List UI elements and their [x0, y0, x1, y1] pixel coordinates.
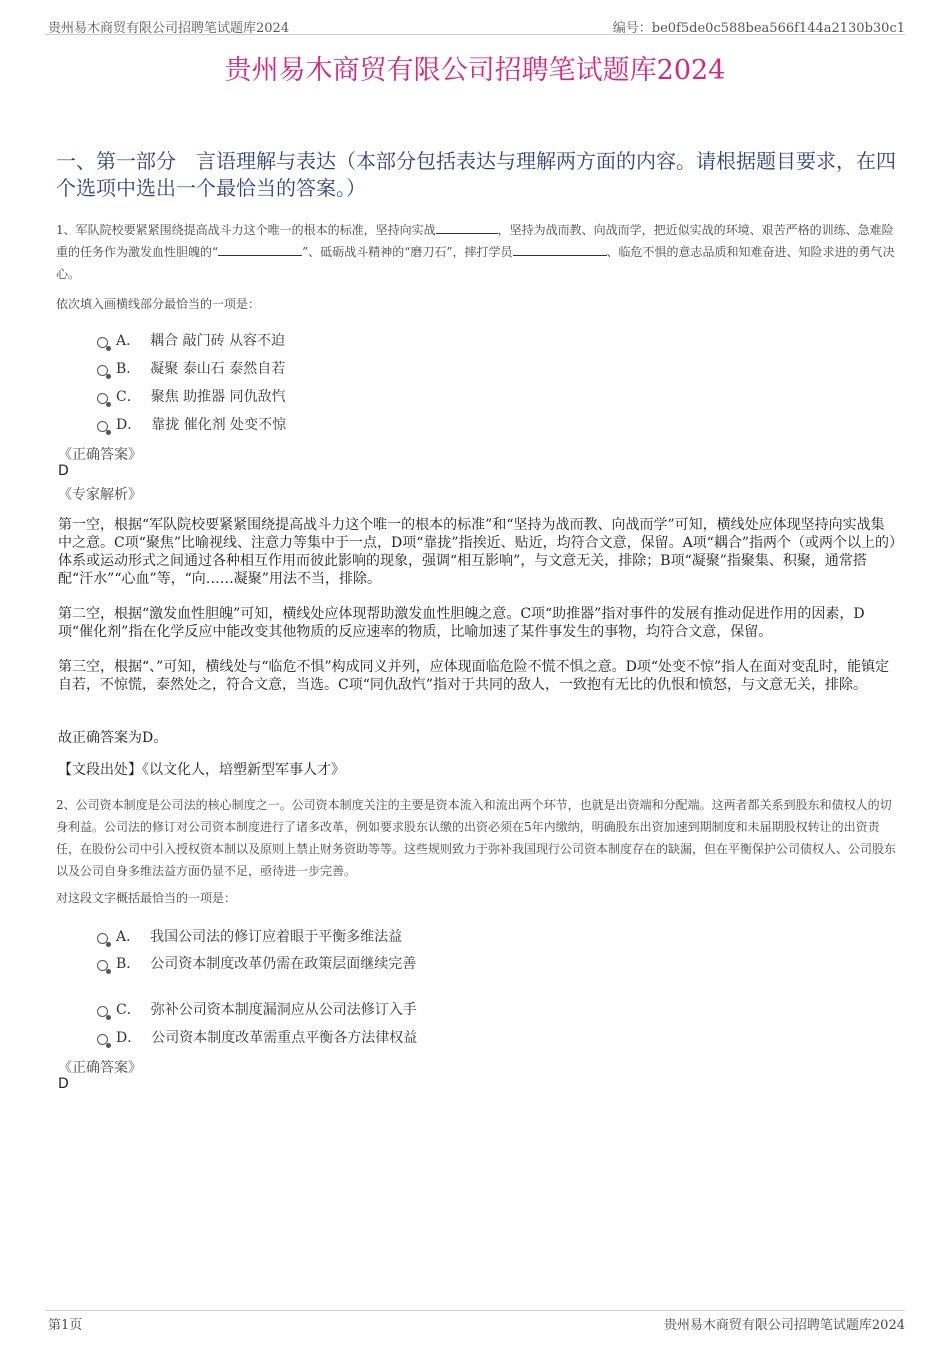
q1-stem: 1、军队院校要紧紧围绕提高战斗力这个唯一的根本的标准，坚持向实战 ，坚持为战而教、向战而学，把近似实战的环境、艰苦严格的训练、急难险重的任务作为激发血性胆魄的“ ”、砥砺战斗精神的“磨刀石”，摔打学员 、临危不惧的意志品质和知难奋进、知险求进的勇气决心。 [56, 223, 895, 281]
radio-icon[interactable] [97, 421, 108, 432]
q2-answer: D [58, 1076, 69, 1092]
q2-prompt: 对这段文字概括最恰当的一项是： [56, 891, 237, 905]
q1-option-b[interactable]: B． 凝聚 泰山石 泰然自若 [97, 358, 285, 378]
q1-source: 【文段出处】《以文化人，培塑新型军事人才》 [58, 762, 345, 778]
q1-option-a[interactable]: A． 耦合 敲门砖 从容不迫 [97, 330, 285, 350]
radio-icon[interactable] [97, 1006, 108, 1017]
footer-divider [45, 1310, 905, 1311]
radio-icon[interactable] [97, 933, 108, 944]
q1-analysis-label: 《专家解析》 [58, 487, 142, 503]
q1-option-d[interactable]: D． 靠拢 催化剂 处变不惊 [97, 414, 286, 434]
radio-icon[interactable] [97, 1034, 108, 1045]
q1-answer-label: 《正确答案》 [58, 447, 142, 463]
q1-analysis-paragraph-1: 第一空，根据“军队院校要紧紧围绕提高战斗力这个唯一的根本的标准”和“坚持为战而教、向战而学”可知，横线处应体现坚持向实战集中之意。C项“聚焦”比喻视线、注意力等集中于一点，D项“靠拢”指挨近、贴近，均符合文意，保留。A项“耦合”指两个（或两个以上的）体系或运动形式之间通过各种相互作用而彼此影响的现象，强调“相互影响”，与文意无关，排除；B项“凝聚”指聚集、积聚，通常搭配“汗水”“心血”等，“向……凝聚”用法不当，排除。 [58, 517, 896, 587]
header-left: 贵州易木商贸有限公司招聘笔试题库2024 [48, 21, 290, 36]
q2-stem: 2、公司资本制度是公司法的核心制度之一。公司资本制度关注的主要是资本流入和流出两个环节，也就是出资端和分配端。这两者都关系到股东和债权人的切身利益。公司法的修订对公司资本制度进行了诸多改革，例如要求股东认缴的出资必须在5年内缴纳，明确股东出资加速到期制度和未届期股权转让的出资责任，在股份公司中引入授权资本制以及原则上禁止财务资助等等。这些规则致力于弥补我国现行公司资本制度存在的缺漏，但在平衡保护公司债权人、公司股东以及公司自身多维法益方面仍显不足，亟待进一步完善。 [56, 798, 897, 878]
radio-icon[interactable] [97, 960, 108, 971]
header-divider [45, 34, 905, 35]
q1-blank-3 [513, 245, 607, 256]
page-number: 第1页 [48, 1318, 83, 1333]
q2-option-c[interactable]: C． 弥补公司资本制度漏洞应从公司法修订入手 [97, 999, 417, 1019]
footer-title: 贵州易木商贸有限公司招聘笔试题库2024 [663, 1318, 905, 1333]
q1-analysis-conclusion: 故正确答案为D。 [58, 730, 168, 746]
radio-icon[interactable] [97, 365, 108, 376]
q2-option-a[interactable]: A． 我国公司法的修订应着眼于平衡多维法益 [97, 926, 402, 946]
q2-option-d[interactable]: D． 公司资本制度改革需重点平衡各方法律权益 [97, 1027, 417, 1047]
radio-icon[interactable] [97, 337, 108, 348]
q2-answer-label: 《正确答案》 [58, 1060, 142, 1076]
section-heading: 一、第一部分 言语理解与表达（本部分包括表达与理解两方面的内容。请根据题目要求，在四个选项中选出一个最恰当的答案。） [56, 149, 896, 200]
q1-answer: D [58, 463, 69, 479]
q1-prompt: 依次填入画横线部分最恰当的一项是： [56, 297, 261, 311]
q1-blank-1 [436, 223, 498, 234]
header-document-id: 编号：be0f5de0c588bea566f144a2130b30c1 [612, 21, 905, 36]
q1-analysis-paragraph-2: 第二空，根据“激发血性胆魄”可知，横线处应体现帮助激发血性胆魄之意。C项“助推器”指对事件的发展有推动促进作用的因素，D项“催化剂”指在化学反应中能改变其他物质的反应速率的物质，比喻加速了某件事发生的事物，均符合文意，保留。 [58, 606, 865, 640]
q1-analysis-paragraph-3: 第三空，根据“、”可知，横线处与“临危不惧”构成同义并列，应体现面临危险不慌不惧之意。D项“处变不惊”指人在面对变乱时，能镇定自若，不惊慌，泰然处之，符合文意，当选。C项“同仇敌忾”指对于共同的敌人，一致抱有无比的仇恨和愤怒，与文意无关，排除。 [58, 659, 890, 693]
q2-option-b[interactable]: B． 公司资本制度改革仍需在政策层面继续完善 [97, 953, 416, 973]
radio-icon[interactable] [97, 393, 108, 404]
q1-option-c[interactable]: C． 聚焦 助推器 同仇敌忾 [97, 386, 286, 406]
q1-blank-2 [218, 245, 302, 256]
page-title: 贵州易木商贸有限公司招聘笔试题库2024 [224, 55, 726, 86]
